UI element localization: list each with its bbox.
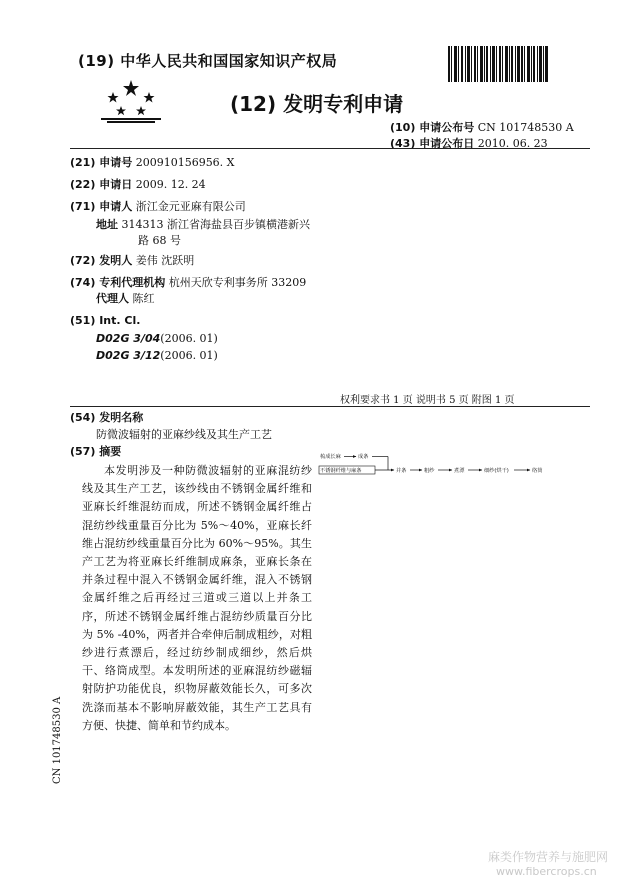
address-line2: 路 68 号	[138, 234, 181, 247]
flow-step-sliver: 成条	[358, 454, 369, 460]
inventors-label: (72) 发明人	[70, 254, 133, 267]
side-publication-number: CN 101748530 A	[52, 696, 63, 784]
ipc-class-1-version: (2006. 01)	[160, 332, 218, 345]
ipc-class-2	[96, 349, 218, 362]
abstract-label	[70, 445, 121, 459]
watermark-url: www.fibercrops.cn	[496, 865, 597, 878]
ipc-class-2-code: D02G 3/12	[96, 349, 161, 362]
publication-number	[390, 119, 574, 135]
sipo-emblem-icon	[97, 80, 165, 124]
int-cl-label	[70, 314, 140, 328]
flow-step-scouring: 煮漂	[454, 468, 465, 474]
process-flowchart	[318, 448, 598, 478]
flow-step-roving: 粗纱	[424, 468, 435, 474]
patent-agency-value: 杭州天欣专利事务所 33209	[168, 276, 307, 289]
abstract-label-text: (57) 摘要	[70, 445, 122, 458]
flow-step-spinning: 细纱(烘干)	[484, 468, 509, 474]
publication-date-value: 2010. 06. 23	[477, 137, 548, 150]
document-type-title: (12) 发明专利申请	[230, 92, 404, 116]
publication-number-label: (10) 申请公布号	[390, 121, 475, 134]
issuing-authority: (19) 中华人民共和国国家知识产权局	[78, 52, 338, 70]
agent	[96, 292, 155, 306]
address-line1: 314313 浙江省海盐县百步镇横港新兴	[121, 218, 310, 231]
inventors-value: 姜伟 沈跃明	[135, 254, 195, 267]
agent-label: 代理人	[96, 292, 129, 305]
application-number-label: (21) 申请号	[70, 156, 133, 169]
application-date	[70, 178, 206, 192]
application-date-label: (22) 申请日	[70, 178, 133, 191]
inventors	[70, 254, 194, 268]
patent-agency-label: (74) 专利代理机构	[70, 276, 166, 289]
barcode-icon	[448, 46, 548, 82]
ipc-class-1	[96, 332, 218, 345]
section-divider	[70, 406, 590, 407]
ipc-class-2-version: (2006. 01)	[160, 349, 218, 362]
agent-value: 陈红	[132, 292, 155, 305]
address	[96, 218, 310, 232]
application-number	[70, 156, 235, 170]
flow-step-drawing: 并条	[396, 468, 407, 474]
page-count-info: 权利要求书 1 页 说明书 5 页 附图 1 页	[340, 395, 515, 406]
invention-title-label	[70, 411, 143, 425]
invention-title: 防微波辐射的亚麻纱线及其生产工艺	[96, 428, 272, 441]
patent-agency	[70, 276, 306, 290]
applicant-label: (71) 申请人	[70, 200, 133, 213]
int-cl-label-text: (51) Int. Cl.	[70, 314, 141, 327]
abstract-text: 本发明涉及一种防微波辐射的亚麻混纺纱线及其生产工艺，该纱线由不锈钢金属纤维和亚麻长纤维混纺而成，所述不锈钢金属纤维占混纺纱线重量百分比为 5%～40%，亚麻长纤维占混纺纱线重量百分比为 60%～95%。其生产工艺为将亚麻长纤维制成麻条，亚麻长条在并条过程中混入不锈钢金属纤维，混入不锈钢金属纤维之后再经过三道或三道以上并条工序，所述不锈钢金属纤维占混纺纱质量百分比为 5% -40%，两者并合牵伸后制成粗纱，对粗纱进行煮漂后，经过纺纱制成细纱，然后烘干、络筒成型。本发明所述的亚麻混纺纱磁辐射防护功能优良，织物屏蔽效能长久，可多次洗涤而基本不影响屏蔽效能，其生产工艺具有方便、快捷、简单和节约成本。	[82, 464, 312, 732]
flow-input-steel: 不锈钢纤维与麻条	[320, 468, 362, 474]
watermark-text: 麻类作物营养与施肥网	[488, 850, 609, 864]
header-divider	[70, 148, 590, 149]
ipc-class-1-code: D02G 3/04	[96, 332, 161, 345]
applicant	[70, 200, 246, 214]
flow-step-winding: 络筒	[532, 468, 543, 474]
watermark	[488, 848, 608, 878]
publication-number-value: CN 101748530 A	[477, 121, 574, 134]
invention-title-label-text: (54) 发明名称	[70, 411, 144, 424]
applicant-value: 浙江金元亚麻有限公司	[135, 200, 246, 213]
publication-date-label: (43) 申请公布日	[390, 137, 475, 150]
application-number-value: 200910156956. X	[135, 156, 235, 169]
flow-input-flax: 梳成长麻	[320, 454, 341, 460]
application-date-value: 2009. 12. 24	[135, 178, 206, 191]
address-label: 地址	[96, 218, 118, 231]
